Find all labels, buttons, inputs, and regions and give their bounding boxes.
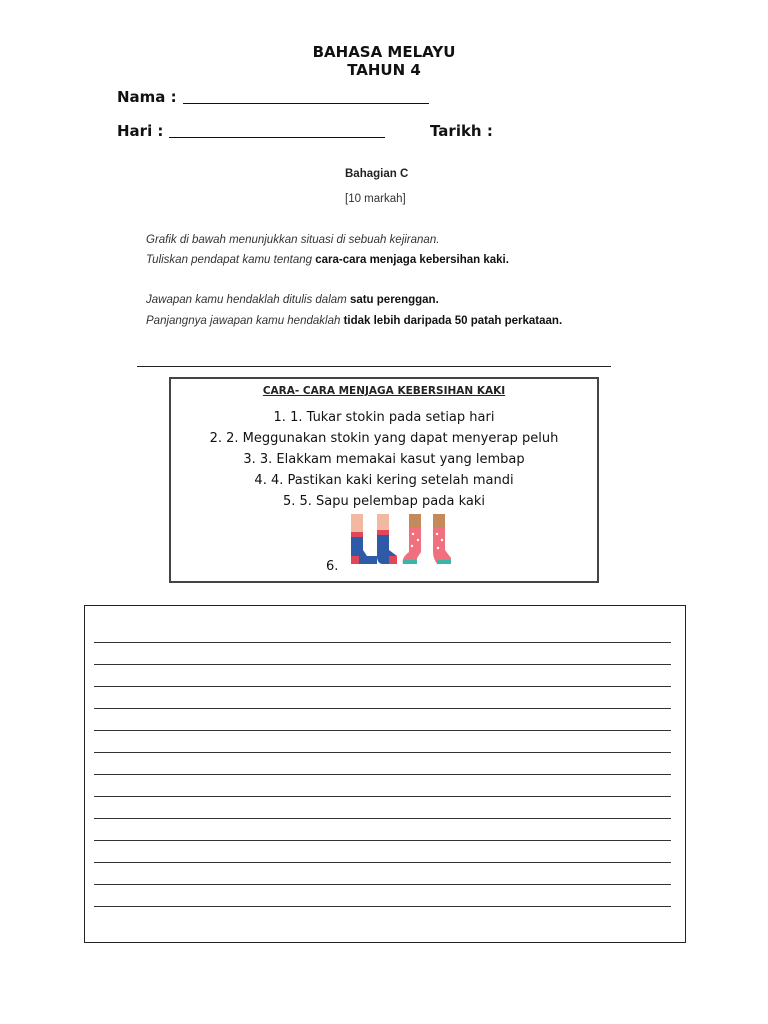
answer-line[interactable] [94,664,671,665]
list-item-6-number: 6. [326,559,339,574]
answer-line[interactable] [94,708,671,709]
answer-line[interactable] [94,752,671,753]
answer-box[interactable] [84,605,686,943]
sock-toe-teal-right [437,560,451,564]
sock-pink-right [433,528,451,564]
leg-skin-1 [351,514,363,532]
answer-line[interactable] [94,840,671,841]
instruction-line-4: Panjangnya jawapan kamu hendaklah tidak lebih daripada 50 patah perkataan. [146,315,563,327]
answer-line[interactable] [94,906,671,907]
section-marks: [10 markah] [345,193,406,205]
answer-line[interactable] [94,642,671,643]
sock-heel-left [351,556,359,564]
sock-toe-teal-left [403,560,417,564]
document-subtitle: TAHUN 4 [347,61,421,79]
section-title: Bahagian C [345,168,409,180]
instruction-line-3: Jawapan kamu hendaklah ditulis dalam satu perenggan. [146,294,439,306]
section-divider [137,366,611,367]
info-card [169,377,599,583]
instruction-line-1: Grafik di bawah menunjukkan situasi di sebuah kejiranan. [146,234,440,246]
answer-line[interactable] [94,774,671,775]
list-item: 4. 4. Pastikan kaki kering setelah mandi [254,473,514,488]
answer-line[interactable] [94,686,671,687]
hari-label: Hari : [117,122,164,140]
list-item: 3. 3. Elakkam memakai kasut yang lembap [243,452,525,467]
leg-skin-4 [433,514,445,528]
card-title: CARA- CARA MENJAGA KEBERSIHAN KAKI [262,385,506,397]
list-item: 1. 1. Tukar stokin pada setiap hari [273,410,495,425]
answer-line[interactable] [94,818,671,819]
answer-line[interactable] [94,862,671,863]
list-item: 5. 5. Sapu pelembap pada kaki [282,494,485,509]
nama-field[interactable] [117,88,429,106]
sock-cuff-right [377,530,389,535]
answer-line[interactable] [94,884,671,885]
answer-line[interactable] [94,796,671,797]
socks-illustration-icon [349,512,459,570]
nama-underline [183,102,429,104]
answer-line[interactable] [94,730,671,731]
list-item: 2. 2. Meggunakan stokin yang dapat menyerap peluh [209,431,559,446]
leg-skin-2 [377,514,389,530]
hari-underline [169,136,385,138]
tips-list [171,407,597,512]
tarikh-field[interactable] [430,122,493,140]
document-title: BAHASA MELAYU [312,43,456,61]
sock-toe-right [389,556,397,564]
instruction-line-2: Tuliskan pendapat kamu tentang cara-cara menjaga kebersihan kaki. [146,254,509,266]
hari-field[interactable] [117,122,385,140]
tarikh-label: Tarikh : [430,122,493,140]
leg-skin-3 [409,514,421,528]
sock-cuff-left [351,532,363,537]
nama-label: Nama : [117,88,177,106]
